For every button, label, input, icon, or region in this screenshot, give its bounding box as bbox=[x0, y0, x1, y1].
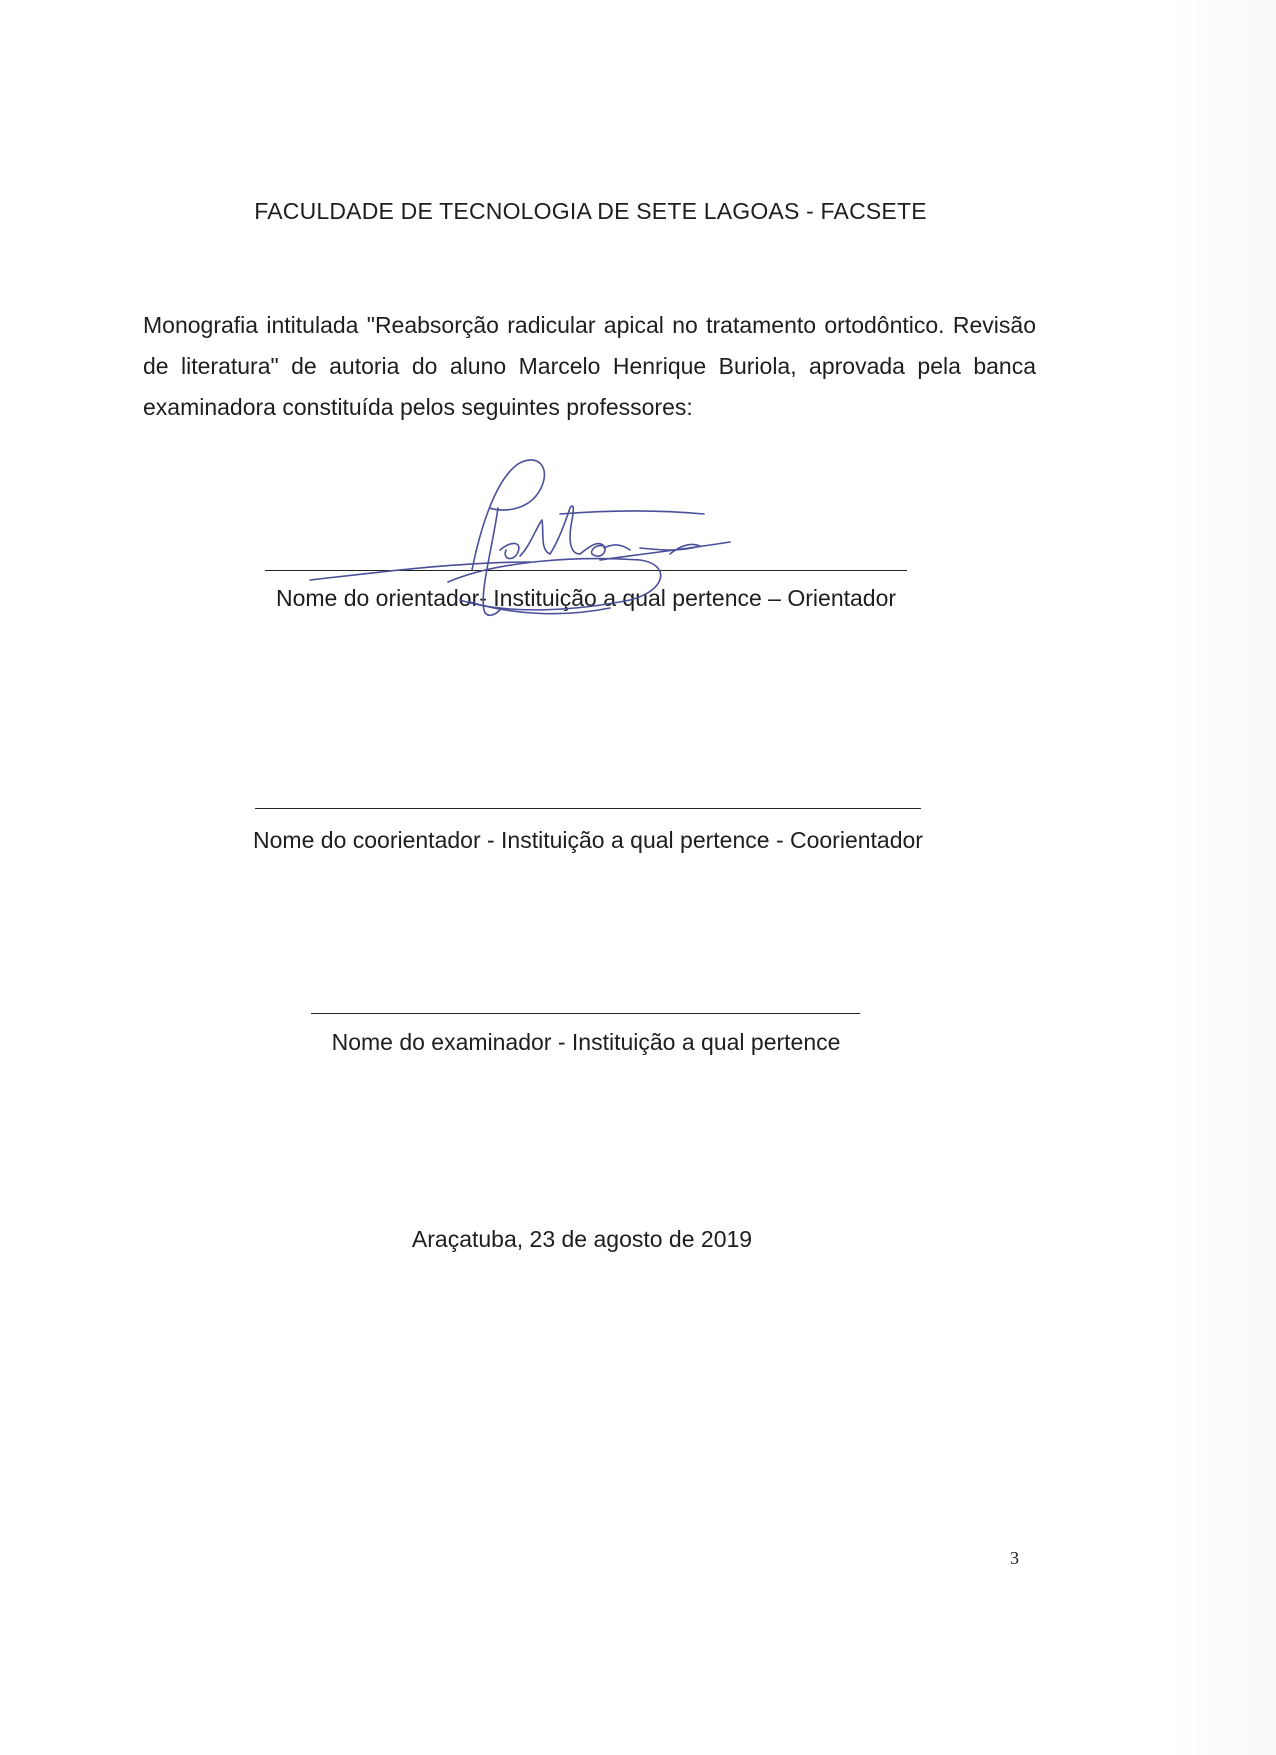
institution-header: FACULDADE DE TECNOLOGIA DE SETE LAGOAS - FACSETE bbox=[254, 198, 927, 224]
examinador-signature-line bbox=[311, 1013, 860, 1014]
date-place: Araçatuba, 23 de agosto de 2019 bbox=[411, 1226, 753, 1252]
examinador-caption: Nome do examinador - Instituição a qual pertence bbox=[331, 1029, 841, 1055]
page-number: 3 bbox=[1010, 1548, 1019, 1568]
scan-edge-shade bbox=[1166, 0, 1276, 1755]
approval-paragraph: Monografia intitulada "Reabsorção radicular apical no tratamento ortodôntico. Revisão de literatura" de autoria do aluno Marcelo Henrique Buriola, aprovada pela banca examinadora constituída pelos seguintes professores: bbox=[143, 312, 1036, 420]
handwritten-signature bbox=[440, 450, 800, 640]
coorientador-caption: Nome do coorientador - Instituição a qual pertence - Coorientador bbox=[253, 827, 923, 853]
orientador-caption: Nome do orientador- Instituição a qual pertence – Orientador bbox=[275, 585, 897, 611]
coorientador-signature-line bbox=[255, 808, 921, 809]
